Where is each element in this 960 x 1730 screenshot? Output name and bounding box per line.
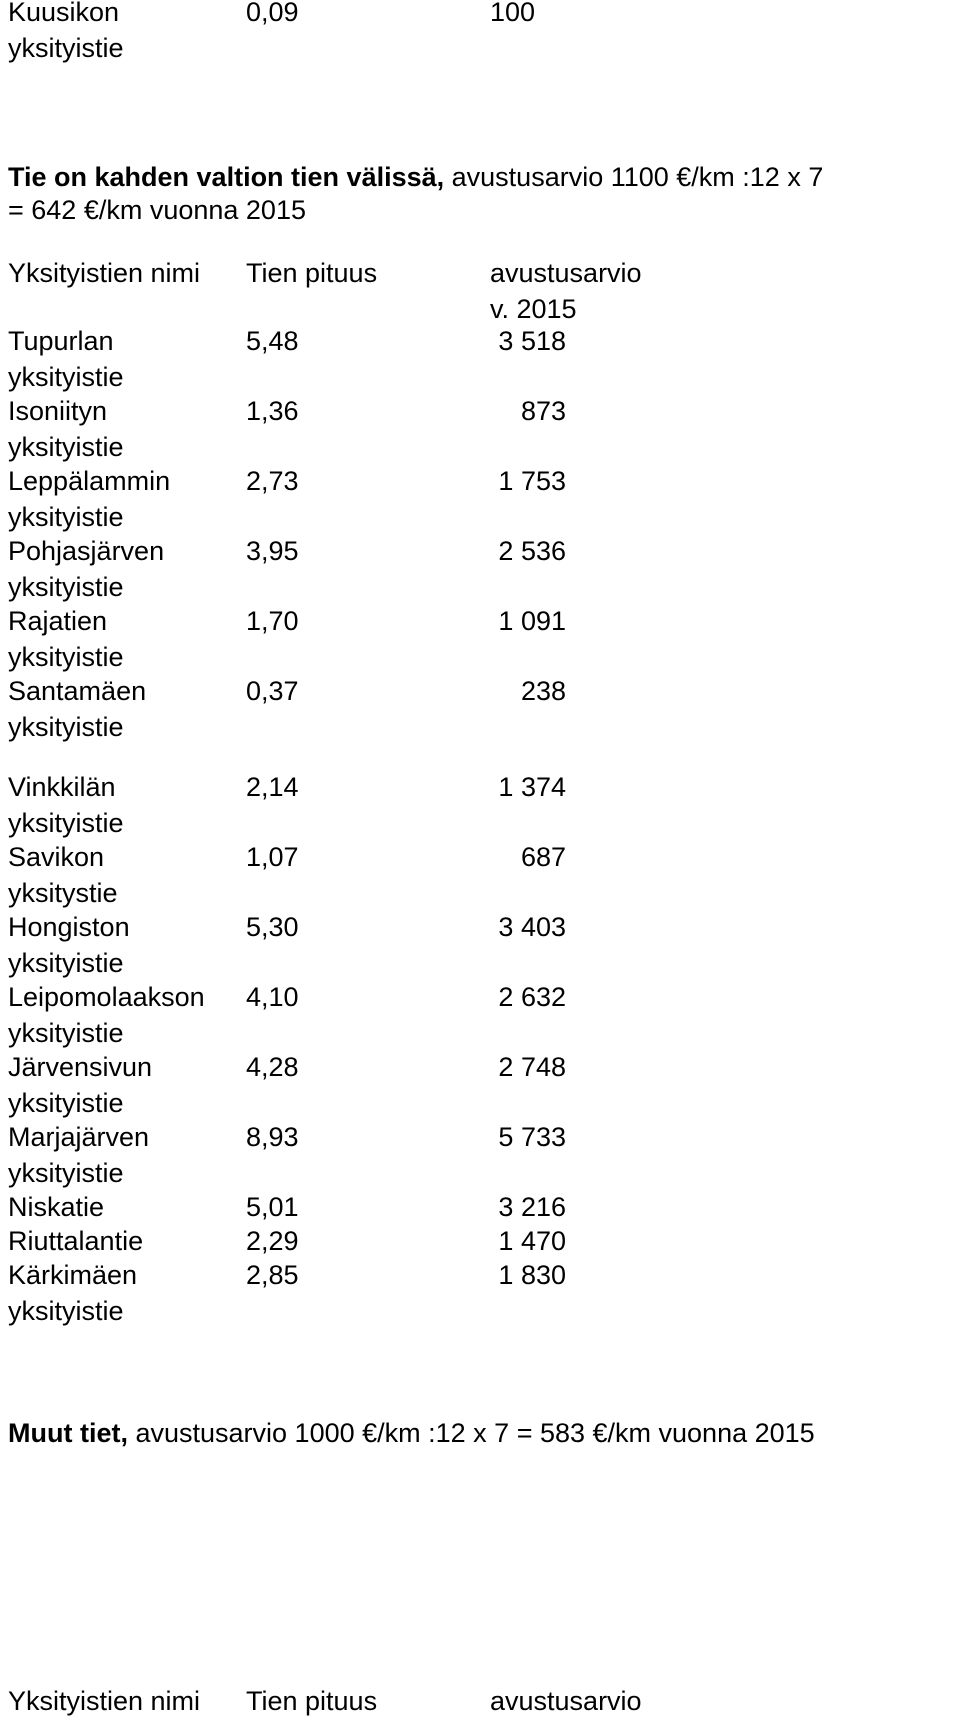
section1-heading (8, 159, 823, 195)
road-name: Rajatien (8, 606, 108, 636)
section1-heading-line2: = 642 €/km vuonna 2015 (8, 195, 306, 225)
road-length: 5,01 (246, 1192, 299, 1222)
table-row (8, 839, 948, 911)
col-header-name: Yksityistien nimi (8, 1686, 201, 1716)
table-row (8, 769, 948, 841)
col-header-length: Tien pituus (246, 1686, 378, 1716)
road-length: 5,48 (246, 326, 299, 356)
road-length: 2,85 (246, 1260, 299, 1290)
road-name: Kuusikon (8, 0, 120, 27)
road-name: Riuttalantie (8, 1226, 144, 1256)
table-row (8, 603, 948, 675)
road-estimate: 2 748 (498, 1052, 566, 1082)
road-name: Vinkkilän (8, 772, 116, 802)
road-name: Kärkimäen (8, 1260, 138, 1290)
road-estimate: 100 (490, 0, 536, 27)
col-header-length: Tien pituus (246, 258, 378, 288)
road-name-suffix: yksityistie (8, 432, 124, 462)
table-row (8, 1119, 948, 1191)
road-estimate: 3 518 (498, 326, 566, 356)
road-estimate: 3 403 (498, 912, 566, 942)
table-row (8, 1049, 948, 1121)
road-estimate: 1 470 (498, 1226, 566, 1256)
road-name-suffix: yksityistie (8, 808, 124, 838)
road-estimate: 1 753 (498, 466, 566, 496)
road-name: Leppälammin (8, 466, 171, 496)
road-name: Isoniityn (8, 396, 108, 426)
road-name: Marjajärven (8, 1122, 150, 1152)
road-name-suffix: yksityistie (8, 1296, 124, 1326)
road-length: 2,29 (246, 1226, 299, 1256)
road-name-suffix: yksityistie (8, 572, 124, 602)
road-name-suffix: yksityistie (8, 33, 124, 63)
road-name: Savikon (8, 842, 105, 872)
road-name: Pohjasjärven (8, 536, 165, 566)
col-header-estimate-year: v. 2015 (490, 294, 577, 324)
road-estimate: 687 (520, 842, 566, 872)
road-name: Järvensivun (8, 1052, 153, 1082)
road-estimate: 873 (520, 396, 566, 426)
section2-heading-rest: avustusarvio 1000 €/km :12 x 7 = 583 €/km vuonna 2015 (127, 1418, 815, 1448)
col-header-estimate-label: avustusarvio (490, 258, 642, 288)
road-name: Tupurlan (8, 326, 114, 356)
road-name-suffix: yksityistie (8, 642, 124, 672)
road-name-suffix: yksityistie (8, 362, 124, 392)
road-estimate: 5 733 (498, 1122, 566, 1152)
road-estimate: 1 091 (498, 606, 566, 636)
section1-heading-rest: avustusarvio 1100 €/km :12 x 7 (444, 162, 824, 192)
road-name-suffix: yksityistie (8, 712, 124, 742)
table-row (8, 463, 948, 535)
section1-column-headers (8, 255, 948, 327)
road-estimate: 238 (520, 676, 566, 706)
road-name-suffix: yksityistie (8, 1018, 124, 1048)
road-name-suffix: yksityistie (8, 948, 124, 978)
road-name: Santamäen (8, 676, 147, 706)
col-header-estimate: avustusarvio (490, 1686, 642, 1716)
table-row (8, 1223, 948, 1259)
table-row (8, 909, 948, 981)
road-length: 2,14 (246, 772, 299, 802)
road-length: 1,36 (246, 396, 299, 426)
road-name-suffix: yksityistie (8, 502, 124, 532)
road-name-suffix: yksityistie (8, 1088, 124, 1118)
road-name-suffix: yksityistie (8, 1158, 124, 1188)
road-length: 5,30 (246, 912, 299, 942)
table-row (8, 1257, 948, 1329)
road-estimate: 2 536 (498, 536, 566, 566)
road-length: 1,70 (246, 606, 299, 636)
road-length: 0,37 (246, 676, 299, 706)
road-name: Hongiston (8, 912, 130, 942)
section2-column-headers (8, 1683, 948, 1719)
section1-heading-bold: Tie on kahden valtion tien välissä, (8, 162, 445, 192)
road-name: Leipomolaakson (8, 982, 205, 1012)
road-estimate: 2 632 (498, 982, 566, 1012)
road-length: 4,28 (246, 1052, 299, 1082)
road-length: 3,95 (246, 536, 299, 566)
table-row (8, 533, 948, 605)
table-row (8, 673, 948, 745)
road-estimate: 3 216 (498, 1192, 566, 1222)
road-length: 1,07 (246, 842, 299, 872)
section2-heading (8, 1415, 815, 1451)
top-road-row (8, 0, 948, 66)
road-estimate: 1 374 (498, 772, 566, 802)
table-row (8, 979, 948, 1051)
section2-heading-bold: Muut tiet, (8, 1418, 128, 1448)
col-header-estimate (490, 255, 642, 327)
road-length: 8,93 (246, 1122, 299, 1152)
table-row (8, 323, 948, 395)
road-length: 4,10 (246, 982, 299, 1012)
road-name: Niskatie (8, 1192, 105, 1222)
col-header-name: Yksityistien nimi (8, 258, 201, 288)
road-estimate: 1 830 (498, 1260, 566, 1290)
road-name-suffix: yksitystie (8, 878, 118, 908)
road-length: 0,09 (246, 0, 299, 27)
table-row (8, 1189, 948, 1225)
road-length: 2,73 (246, 466, 299, 496)
table-row (8, 393, 948, 465)
